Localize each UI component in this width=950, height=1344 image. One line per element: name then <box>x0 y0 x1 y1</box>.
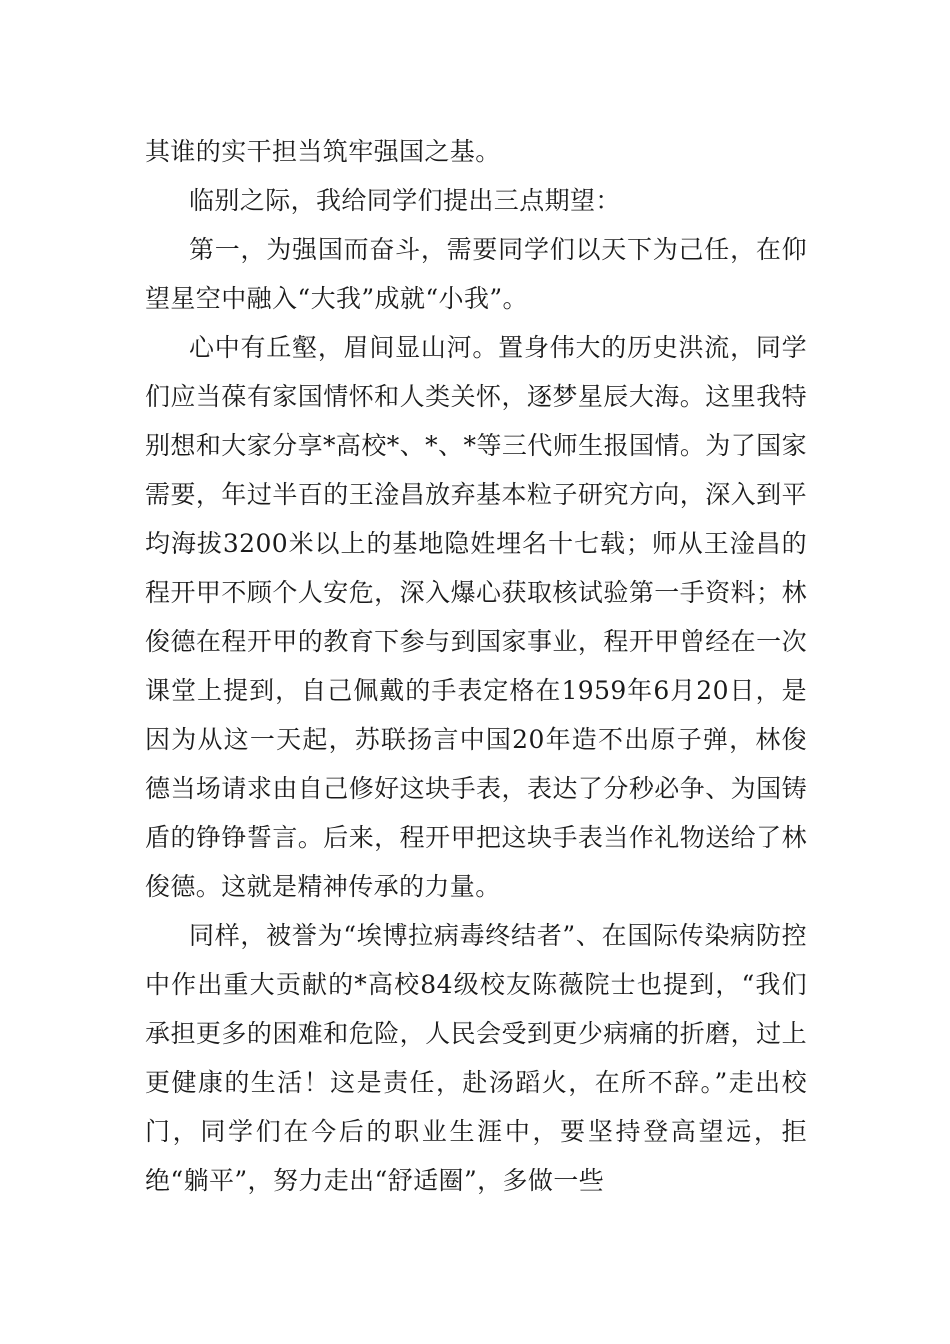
paragraph-continuation: 其谁的实干担当筑牢强国之基。 <box>145 137 501 166</box>
paragraph-first-expectation: 第一，为强国而奋斗，需要同学们以天下为己任，在仰望星空中融入“大我”成就“小我”。 <box>145 235 807 313</box>
paragraph-three-generations: 心中有丘壑，眉间显山河。置身伟大的历史洪流，同学们应当葆有家国情怀和人类关怀，逐梦星辰大海。这里我特别想和大家分享*高校*、*、*等三代师生报国情。为了国家需要，年过半百的王淦昌放弃基本粒子研究方向，深入到平均海拔3200米以上的基地隐姓埋名十七载；师从王淦昌的程开甲不顾个人安危，深入爆心获取核试验第一手资料；林俊德在程开甲的教育下参与到国家事业，程开甲曾经在一次课堂上提到，自己佩戴的手表定格在1959年6月20日，是因为从这一天起，苏联扬言中国20年造不出原子弹，林俊德当场请求由自己修好这块手表，表达了分秒必争、为国铸盾的铮铮誓言。后来，程开甲把这块手表当作礼物送给了林俊德。这就是精神传承的力量。 <box>145 333 807 901</box>
document-body <box>145 127 807 1205</box>
paragraph-expectations-intro: 临别之际，我给同学们提出三点期望： <box>189 186 621 215</box>
paragraph-chen-wei: 同样，被誉为“埃博拉病毒终结者”、在国际传染病防控中作出重大贡献的*高校84级校友陈薇院士也提到，“我们承担更多的困难和危险，人民会受到更少病痛的折磨，过上更健康的生活！这是责任，赴汤蹈火，在所不辞。”走出校门，同学们在今后的职业生涯中，要坚持登高望远，拒绝“躺平”，努力走出“舒适圈”，多做一些 <box>145 921 807 1195</box>
